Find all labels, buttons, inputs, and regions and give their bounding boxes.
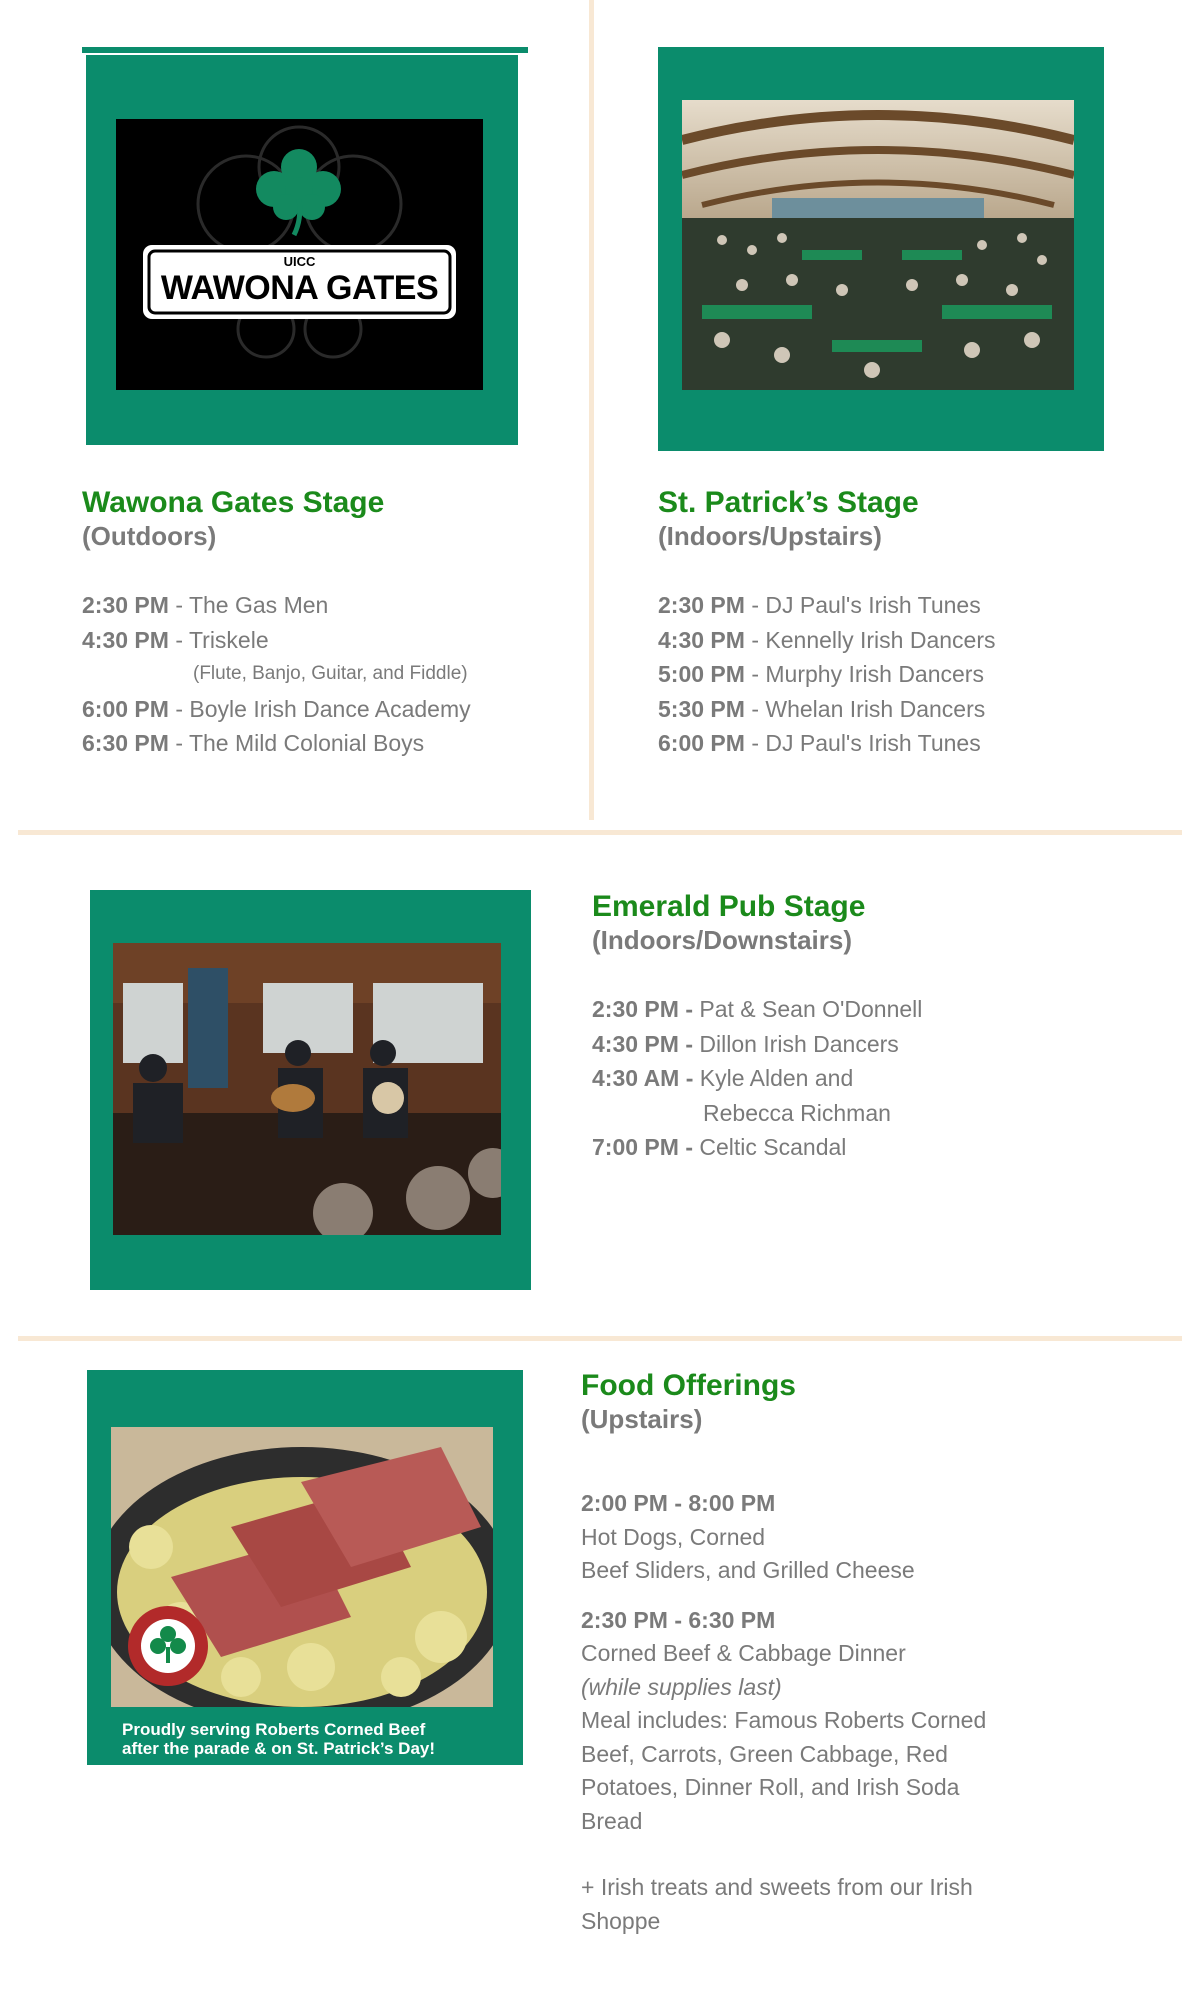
list-item-continued: Rebecca Richman bbox=[703, 1099, 891, 1126]
food-block2-desc3: Potatoes, Dinner Roll, and Irish Soda bbox=[581, 1774, 960, 1800]
stpatricks-title: St. Patrick’s Stage bbox=[658, 486, 919, 519]
wawona-subtitle: (Outdoors) bbox=[82, 521, 217, 551]
food-block1-time: 2:00 PM - 8:00 PM bbox=[581, 1490, 776, 1516]
emerald-subtitle: (Indoors/Downstairs) bbox=[592, 925, 853, 955]
list-item: 4:30 PM - Kennelly Irish Dancers bbox=[658, 626, 996, 653]
wawona-title: Wawona Gates Stage bbox=[82, 486, 385, 519]
wawona-top-rule bbox=[82, 47, 528, 53]
wawona-schedule bbox=[82, 588, 562, 761]
list-item: 5:30 PM - Whelan Irish Dancers bbox=[658, 695, 986, 722]
list-item: 2:30 PM - The Gas Men bbox=[82, 592, 329, 618]
section-divider-1 bbox=[18, 830, 1182, 835]
food-block2-desc4: Bread bbox=[581, 1807, 643, 1834]
food-block1-line2: Beef Sliders, and Grilled Cheese bbox=[581, 1557, 915, 1583]
roberts-shamrock-seal-icon bbox=[127, 1605, 209, 1687]
list-item: 2:30 PM - Pat & Sean O'Donnell bbox=[592, 996, 923, 1022]
wawona-logo-text: WAWONA GATES bbox=[160, 269, 439, 307]
wawona-logo-small: UICC bbox=[283, 254, 316, 269]
food-caption-line-2: after the parade & on St. Patrick’s Day! bbox=[122, 1739, 436, 1758]
list-item: 6:30 PM - The Mild Colonial Boys bbox=[82, 730, 425, 756]
wawona-image-frame bbox=[86, 55, 518, 445]
list-item: 4:30 AM - Kyle Alden and bbox=[592, 1065, 854, 1091]
food-block1-line1: Hot Dogs, Corned bbox=[581, 1523, 766, 1550]
list-item: 5:00 PM - Murphy Irish Dancers bbox=[658, 661, 984, 687]
food-details bbox=[581, 1487, 1141, 1938]
food-extra-line2: Shoppe bbox=[581, 1907, 661, 1934]
stpatricks-subtitle: (Indoors/Upstairs) bbox=[658, 521, 882, 551]
list-item: 6:00 PM - DJ Paul's Irish Tunes bbox=[658, 730, 981, 756]
stpatricks-image-frame bbox=[658, 47, 1104, 451]
food-block2-line1: Corned Beef & Cabbage Dinner bbox=[581, 1640, 906, 1666]
list-item: 6:00 PM - Boyle Irish Dance Academy bbox=[82, 695, 471, 722]
food-subtitle: (Upstairs) bbox=[581, 1404, 703, 1434]
emerald-schedule bbox=[592, 992, 1152, 1165]
list-item: 2:30 PM - DJ Paul's Irish Tunes bbox=[658, 592, 981, 618]
hall-photo bbox=[682, 100, 1074, 390]
food-caption-line-1: Proudly serving Roberts Corned Beef bbox=[122, 1720, 426, 1739]
food-block2-note: (while supplies last) bbox=[581, 1673, 782, 1700]
vertical-divider bbox=[589, 0, 594, 820]
food-block2-desc1: Meal includes: Famous Roberts Corned bbox=[581, 1707, 987, 1733]
list-item: 4:30 PM - Triskele bbox=[82, 626, 269, 653]
food-block2-time: 2:30 PM - 6:30 PM bbox=[581, 1606, 776, 1633]
food-block2-desc2: Beef, Carrots, Green Cabbage, Red bbox=[581, 1740, 948, 1767]
list-item: 7:00 PM - Celtic Scandal bbox=[592, 1134, 847, 1160]
food-extra-line1: + Irish treats and sweets from our Irish bbox=[581, 1874, 973, 1900]
list-item: 4:30 PM - Dillon Irish Dancers bbox=[592, 1030, 899, 1057]
food-image-frame bbox=[87, 1370, 523, 1765]
emerald-image-frame bbox=[90, 890, 531, 1290]
corned-beef-photo bbox=[111, 1427, 493, 1707]
food-title: Food Offerings bbox=[581, 1369, 796, 1402]
section-divider-2 bbox=[18, 1336, 1182, 1341]
list-item-note: (Flute, Banjo, Guitar, and Fiddle) bbox=[193, 663, 468, 684]
band-photo bbox=[113, 943, 501, 1235]
stpatricks-schedule bbox=[658, 588, 1158, 761]
emerald-title: Emerald Pub Stage bbox=[592, 890, 866, 923]
wawona-logo bbox=[116, 119, 483, 390]
